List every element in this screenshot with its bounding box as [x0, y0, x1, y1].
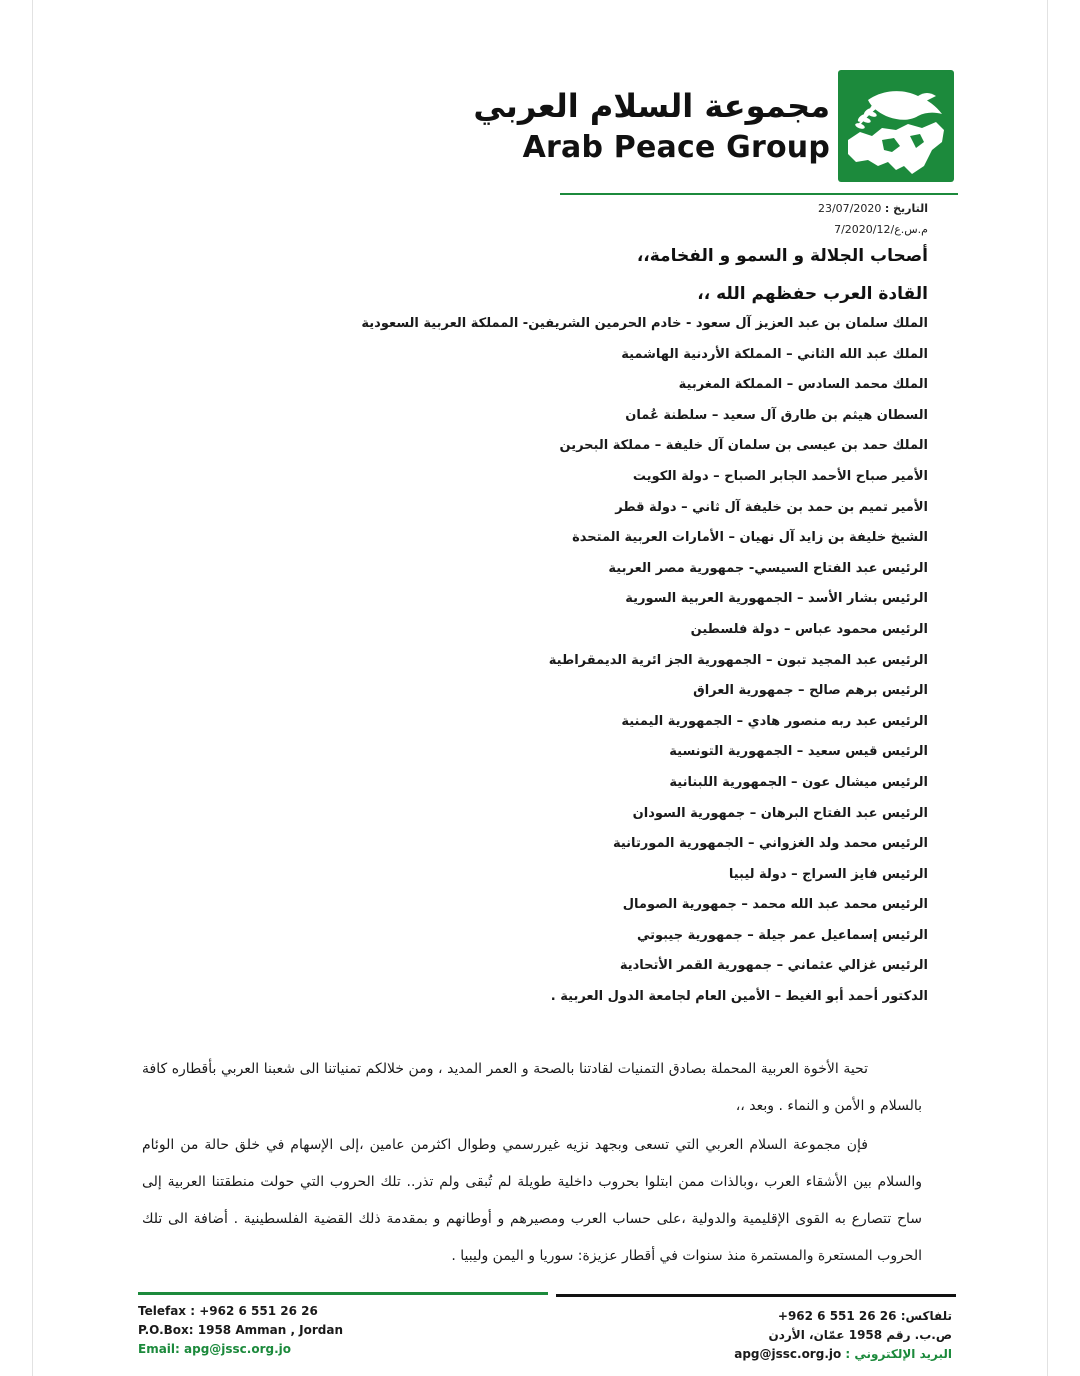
recipient-item: الرئيس محمود عباس – دولة فلسطين	[690, 621, 928, 637]
dove-olive-branch-map-icon	[838, 70, 954, 182]
footer-email-ar	[622, 1345, 952, 1364]
recipient-item: الرئيس قيس سعيد – الجمهورية التونسية	[669, 744, 928, 760]
date-label: التاريخ :	[884, 202, 928, 215]
recipient-item: الأمير تميم بن حمد بن خليفة آل ثاني – دولة قطر	[615, 499, 928, 515]
org-title-english: Arab Peace Group	[522, 130, 830, 165]
recipient-item: الشيخ خليفة بن زايد آل نهيان – الأمارات العربية المتحدة	[572, 530, 928, 546]
body-paragraph-greeting: تحية الأخوة العربية المحملة بصادق التمنيات لقادتنا بالصحة و العمر المديد ، ومن خلالكم تمنياتنا الى شعبنا العربي بأقطاره كافة بالسلام و الأمن و النماء . وبعد ،،	[142, 1061, 922, 1114]
recipients-list	[228, 309, 928, 1013]
footer-divider-black	[556, 1294, 956, 1297]
footer-pobox-ar: ص.ب. رقم 1958 عمّان، الأردن	[768, 1328, 952, 1342]
recipient-item: السطان هيثم بن طارق آل سعيد – سلطنة عُمان	[625, 407, 928, 423]
recipient-item: الرئيس غزالي عثماني – جمهورية القمر الأتحادية	[619, 958, 928, 974]
fax-label-ar: تلفاكس:	[900, 1309, 952, 1323]
recipient-item: الرئيس عبد الفتاح البرهان – جمهورية السودان	[632, 805, 928, 821]
recipient-item: الرئيس عبد المجيد تبون – الجمهورية الجز ائرية الديمقراطية	[548, 652, 928, 668]
salutation-line-2: القادة العرب حفظهم الله ،،	[697, 284, 928, 304]
recipient-item: الملك سلمان بن عبد العزيز آل سعود - خادم الحرمين الشريفين- المملكة العربية السعودية	[361, 316, 928, 331]
letter-date	[628, 201, 928, 217]
recipient-item: الدكتور أحمد أبو الغيط – الأمين العام لجامعة الدول العربية .	[550, 989, 928, 1005]
footer-contact-arabic	[622, 1307, 952, 1364]
recipient-item: الرئيس فايز السراج – دولة ليبيا	[728, 866, 928, 882]
body-paragraph-main: فإن مجموعة السلام العربي التي تسعى وبجهد نزيه غيررسمي وطوال اكثرمن عامين ،إلى الإسهام في خلق حالة من الوئام والسلام بين الأشقاء العرب ،وبالذات ممن ابتلوا بحروب داخلية طويلة لم تُبقى ولم تذر.. تلك الحروب التي حولت منطقتنا العربية إلى ساح تتصارع به القوى الإقليمية والدولية ،على حساب العرب ومصيرهم و أوطانهم و بمقدمة ذلك القضية الفلسطينية . أضافة الى تلك الحروب المستعرة والمستمرة منذ سنوات في أقطار عزيزة: سوريا و اليمن وليبيا .	[142, 1137, 922, 1264]
recipient-item: الملك حمد بن عيسى بن سلمان آل خليفة – مملكة البحرين	[559, 438, 928, 454]
reference-value: 7/2020/12	[834, 223, 891, 236]
letter-reference	[628, 222, 928, 238]
email-value-ar[interactable]: apg@jssc.org.jo	[734, 1347, 842, 1361]
recipient-item: الرئيس ميشال عون – الجمهورية اللبنانية	[669, 774, 928, 790]
recipient-item: الرئيس عبد ربه منصور هادي – الجمهورية اليمنية	[621, 713, 928, 729]
recipient-item: الرئيس محمد عبد الله محمد – جمهورية الصومال	[622, 897, 928, 913]
footer-pobox: P.O.Box: 1958 Amman , Jordan	[138, 1323, 344, 1337]
org-title-arabic: مجموعة السلام العربي	[473, 87, 830, 125]
fax-value-ar: +962 6 551 26 26	[777, 1309, 897, 1323]
footer-divider-green	[138, 1292, 548, 1295]
recipient-item: الأمير صباح الأحمد الجابر الصباح – دولة الكويت	[632, 468, 928, 484]
recipient-item: الرئيس برهم صالح – جمهورية العراق	[693, 683, 928, 699]
header-divider	[560, 193, 958, 195]
salutation-line-1: أصحاب الجلالة و السمو و الفخامة،،	[636, 246, 928, 266]
recipient-item: الرئيس بشار الأسد – الجمهورية العربية السورية	[625, 591, 928, 607]
recipient-item: الملك محمد السادس – المملكة المغربية	[678, 377, 928, 393]
date-value: 23/07/2020	[817, 202, 882, 215]
recipient-item: الملك عبد الله الثاني – المملكة الأردنية الهاشمية	[621, 346, 928, 362]
footer-email-link[interactable]: Email: apg@jssc.org.jo	[138, 1342, 292, 1356]
email-label-ar: البريد الإلكتروني :	[845, 1347, 952, 1361]
recipient-item: الرئيس محمد ولد الغزواني – الجمهورية المورتانية	[612, 836, 928, 852]
footer-fax-ar	[622, 1307, 952, 1326]
reference-label: م.س.ع/	[890, 223, 928, 236]
footer-telefax: Telefax : +962 6 551 26 26	[138, 1304, 318, 1318]
footer-contact-english	[138, 1302, 458, 1359]
recipient-item: الرئيس إسماعيل عمر جيلة – جمهورية جيبوتي	[636, 927, 928, 943]
recipient-item: الرئيس عبد الفتاح السيسي- جمهورية مصر العربية	[608, 560, 928, 576]
